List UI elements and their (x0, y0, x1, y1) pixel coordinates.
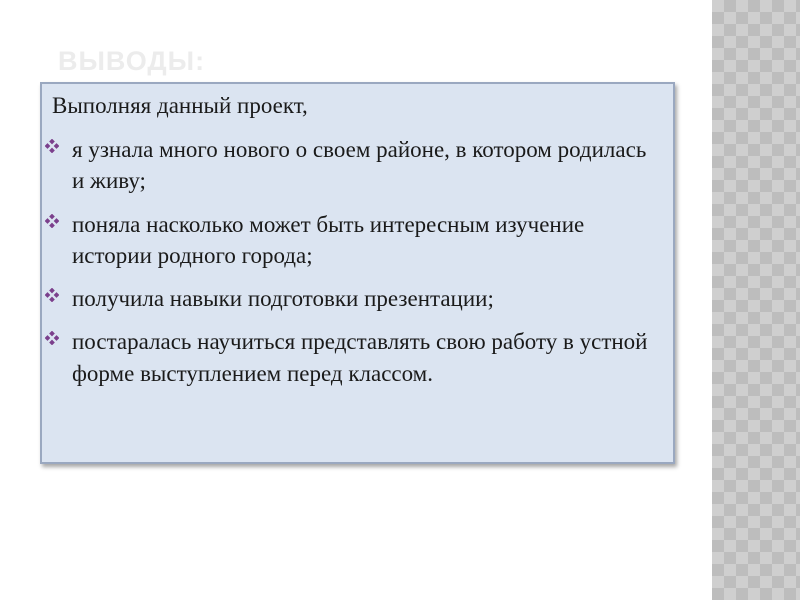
bullet-text: постаралась научиться представлять свою работу в устной форме выступлением перед классом. (72, 329, 648, 386)
bullet-text: поняла насколько может быть интересным изучение истории родного города; (72, 211, 585, 268)
decorative-side-strip (712, 0, 800, 600)
bullet-item (42, 134, 662, 197)
diamond-bullet-icon (45, 139, 59, 153)
diamond-bullet-icon (45, 288, 59, 302)
content-box (40, 82, 675, 464)
bullet-text: я узнала много нового о своем районе, в котором родилась и живу; (72, 137, 647, 194)
bullet-list (42, 134, 662, 401)
slide-title: ВЫВОДЫ: (58, 46, 206, 76)
diamond-bullet-icon (45, 214, 59, 228)
bullet-item (42, 209, 662, 272)
intro-text: Выполняя данный проект, (52, 93, 308, 118)
bullet-item (42, 326, 662, 389)
bullet-text: получила навыки подготовки презентации; (72, 286, 494, 312)
bullet-item (42, 283, 662, 314)
diamond-bullet-icon (45, 331, 59, 345)
